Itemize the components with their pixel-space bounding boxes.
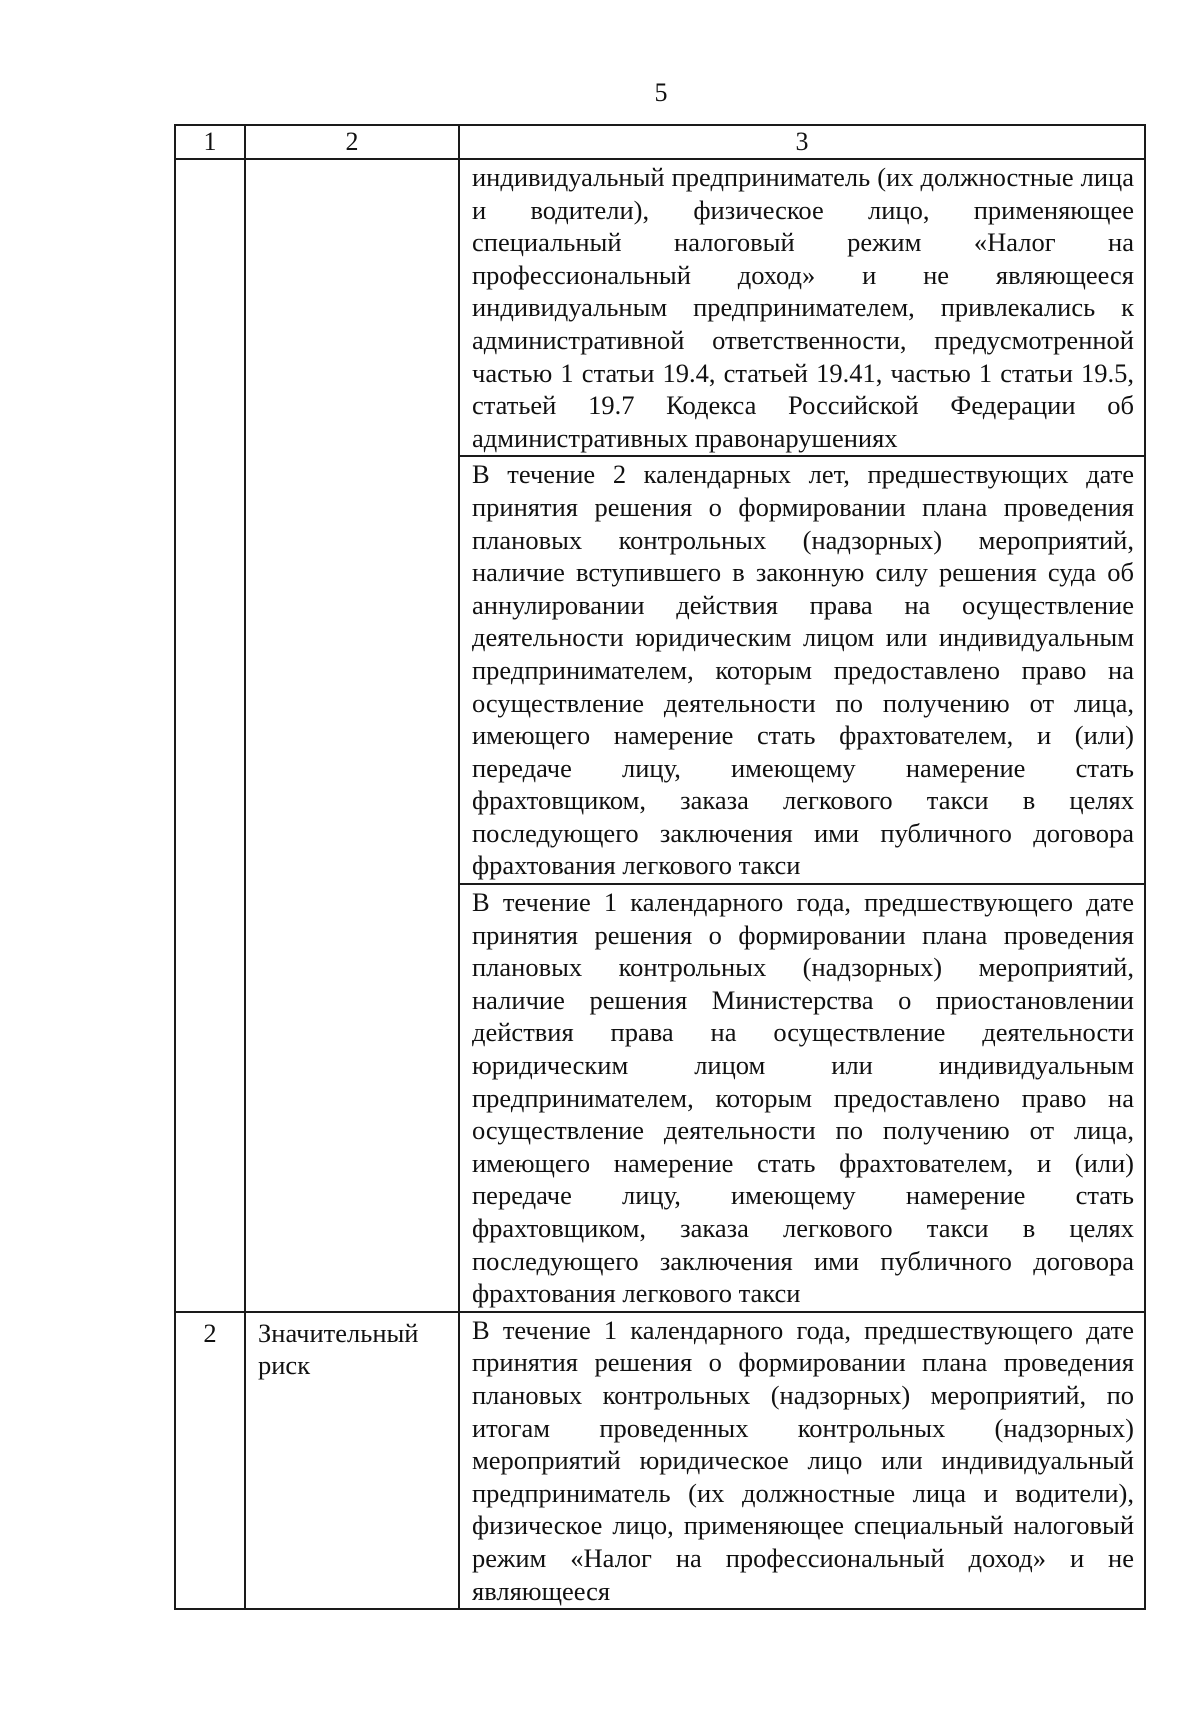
header-cell-col-1: 1 <box>175 125 245 159</box>
table-row <box>175 1312 1145 1609</box>
criterion-cell: В течение 1 календарного года, предшествующего дате принятия решения о формировании плана проведения плановых контрольных (надзорных) мероприятий, наличие решения Министерства о приостановлении действия права на осуществление деятельности юридическим лицом или индивидуальным предпринимателем, которым предоставлено право на осуществление деятельности по получению от лица, имеющего намерение стать фрахтователем, и (или) передаче лицу, имеющему намерение стать фрахтовщиком, заказа легкового такси в целях последующего заключения ими публичного договора фрахтования легкового такси <box>459 884 1145 1312</box>
criterion-cell: индивидуальный предприниматель (их должностные лица и водители), физическое лицо, применяющее специальный налоговый режим «Налог на профессиональный доход» и не являющееся индивидуальным предпринимателем, привлекались к административной ответственности, предусмотренной частью 1 статьи 19.4, статьей 19.41, частью 1 статьи 19.5, статьей 19.7 Кодекса Российской Федерации об административных правонарушениях <box>459 159 1145 456</box>
row-number-cell <box>175 159 245 1312</box>
table-row <box>175 159 1145 456</box>
criterion-cell: В течение 1 календарного года, предшествующего дате принятия решения о формировании плана проведения плановых контрольных (надзорных) мероприятий, по итогам проведенных контрольных (надзорных) мероприятий юридическое лицо или индивидуальный предприниматель (их должностные лица и водители), физическое лицо, применяющее специальный налоговый режим «Налог на профессиональный доход» и не являющееся <box>459 1312 1145 1609</box>
header-cell-col-3: 3 <box>459 125 1145 159</box>
table-header-row <box>175 125 1145 159</box>
risk-criteria-table <box>174 124 1146 1610</box>
page-number: 5 <box>654 78 668 107</box>
header-cell-col-2: 2 <box>245 125 459 159</box>
risk-level-cell: Значительный риск <box>245 1312 459 1609</box>
criterion-cell: В течение 2 календарных лет, предшествующих дате принятия решения о формировании плана проведения плановых контрольных (надзорных) мероприятий, наличие вступившего в законную силу решения суда об аннулировании действия права на осуществление деятельности юридическим лицом или индивидуальным предпринимателем, которым предоставлено право на осуществление деятельности по получению от лица, имеющего намерение стать фрахтователем, и (или) передаче лицу, имеющему намерение стать фрахтовщиком, заказа легкового такси в целях последующего заключения ими публичного договора фрахтования легкового такси <box>459 456 1145 884</box>
risk-level-cell <box>245 159 459 1312</box>
row-number-cell: 2 <box>175 1312 245 1609</box>
